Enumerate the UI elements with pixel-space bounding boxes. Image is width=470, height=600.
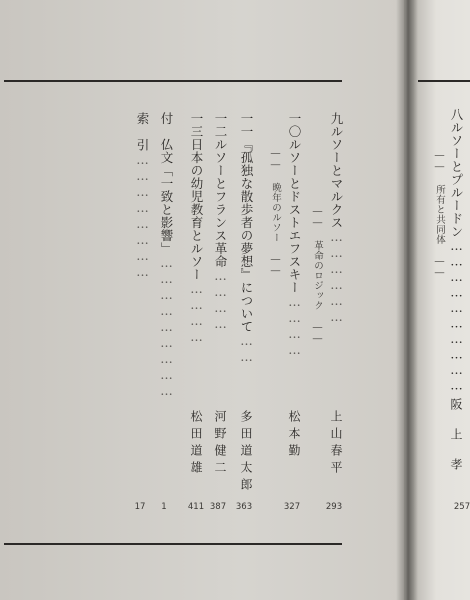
right-page-author: 阪上孝: [449, 398, 463, 488]
entry-title: ルソーとフランス革命: [213, 138, 228, 268]
entry-page-number: 327: [283, 502, 301, 512]
entry-author: 上山春平: [329, 410, 343, 478]
dot-leader: …………………………: [449, 238, 464, 393]
entry-subtitle: ―― 革命のロジック ――: [312, 206, 323, 345]
entry-title: 日本の幼児教育とルソー: [189, 138, 204, 281]
entry-number: 八: [449, 108, 464, 121]
right-page-entry: [448, 108, 464, 393]
entry-title: ルソーとマルクス: [329, 125, 344, 229]
entry-page-number: 411: [187, 502, 205, 512]
entry-title: 『孤独な散歩者の夢想』について: [239, 138, 254, 333]
right-page-subtitle: ―― 所有と共同体 ――: [434, 150, 445, 279]
dot-leader: ………………: [329, 229, 344, 325]
dot-leader: ……………………: [135, 151, 150, 280]
dot-leader: ……: [239, 333, 254, 365]
dot-leader: …………: [213, 268, 228, 332]
entry-number: 一三: [189, 112, 204, 138]
bottom-rule: [4, 543, 342, 545]
entry-author: 松田道雄: [189, 410, 203, 478]
entry-number: 九: [329, 112, 344, 125]
toc-entry-appendix: [158, 112, 174, 502]
entry-number: 付: [159, 112, 174, 125]
book-gutter: [396, 0, 418, 600]
entry-subtitle: ―― 晩年のルソー ――: [270, 148, 281, 277]
entry-page-number: 1: [161, 502, 167, 512]
entry-number: 一二: [213, 112, 228, 138]
entry-number: 索: [135, 112, 150, 139]
right-page-rule: [418, 80, 470, 82]
entry-author: 河野健二: [213, 410, 227, 478]
top-rule: [4, 80, 342, 82]
entry-author: 多田道太郎: [239, 410, 253, 495]
entry-title: 仏文「一致と影響」: [159, 138, 174, 255]
entry-page-number: 17: [134, 502, 146, 512]
entry-page-number: 293: [325, 502, 343, 512]
entry-page-number: 363: [235, 502, 253, 512]
dot-leader: …………: [189, 281, 204, 345]
entry-title: ルソーとプルードン: [449, 121, 464, 238]
entry-number: 一一: [239, 112, 254, 138]
entry-title: ルソーとドストエフスキー: [287, 138, 302, 294]
entry-page-number: 387: [209, 502, 227, 512]
entry-number: 一〇: [287, 112, 302, 138]
right-page-page-number: 257: [453, 502, 470, 512]
entry-title: 引: [135, 138, 150, 152]
toc-entry-index: [134, 112, 150, 502]
entry-author: 松本勤: [287, 410, 301, 461]
dot-leader: …………: [287, 294, 302, 358]
dot-leader: ………………………: [159, 255, 174, 399]
